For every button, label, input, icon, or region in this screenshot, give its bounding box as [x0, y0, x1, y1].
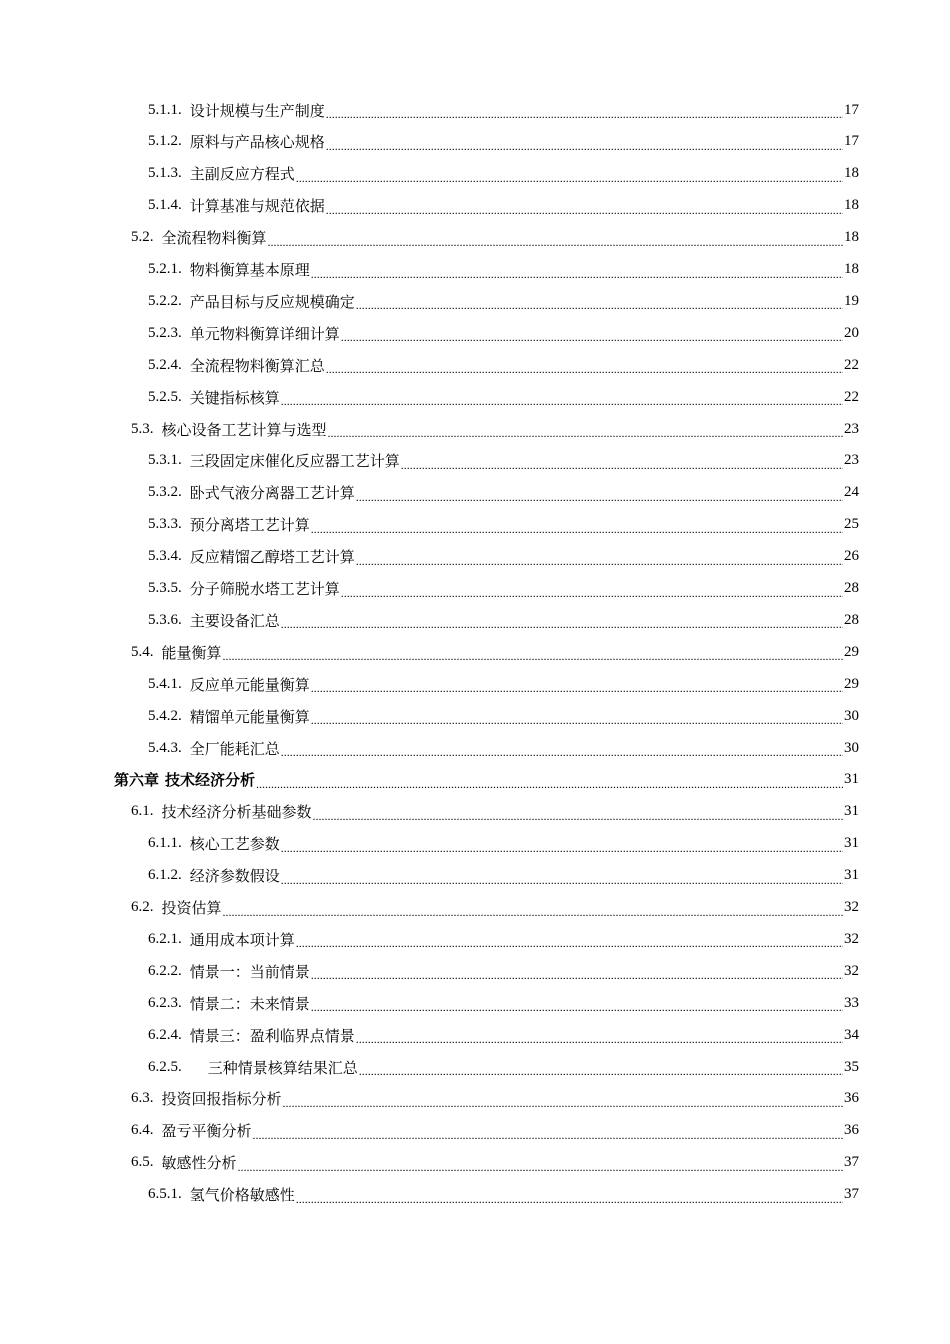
toc-dot-leader: [326, 136, 843, 152]
toc-entry-title: 原料与产品核心规格: [189, 133, 325, 152]
toc-entry[interactable]: [0, 1051, 950, 1083]
toc-entry[interactable]: [0, 1083, 950, 1115]
toc-entry-number: 6.1.1.: [148, 835, 182, 852]
toc-entry-number: 6.5.1.: [148, 1186, 182, 1203]
toc-entry[interactable]: [0, 828, 950, 860]
toc-entry[interactable]: [0, 700, 950, 732]
toc-entry[interactable]: [0, 381, 950, 413]
toc-entry-title: 投资估算: [161, 899, 222, 917]
toc-entry-page-number: 18: [844, 197, 859, 214]
toc-entry-title: 氢气价格敏感性: [189, 1186, 295, 1205]
toc-entry-page-number: 23: [844, 420, 859, 437]
toc-entry-number: 6.2.: [131, 899, 154, 915]
toc-dot-leader: [311, 264, 843, 280]
toc-entry-title: 经济参数假设: [189, 867, 280, 886]
toc-entry-title: 三段固定床催化反应器工艺计算: [189, 452, 400, 471]
toc-entry-title: 物料衡算基本原理: [189, 261, 310, 279]
toc-entry-number: 5.1.2.: [148, 133, 182, 150]
toc-entry-page-number: 18: [844, 229, 859, 246]
toc-dot-leader: [268, 232, 843, 248]
toc-entry-page-number: 29: [844, 643, 859, 660]
toc-dot-leader: [311, 997, 843, 1013]
toc-entry-number: 5.2.2.: [148, 292, 182, 309]
toc-entry-title: 全流程物料衡算汇总: [189, 356, 325, 375]
toc-dot-leader: [311, 519, 843, 535]
toc-dot-leader: [356, 1029, 843, 1045]
toc-entry-title: 全流程物料衡算: [161, 229, 267, 248]
toc-entry[interactable]: [0, 190, 950, 222]
toc-entry-page-number: 24: [844, 484, 859, 501]
toc-entry-page-number: 20: [844, 324, 859, 341]
toc-entry-page-number: 22: [844, 356, 859, 373]
toc-entry[interactable]: [0, 254, 950, 286]
toc-dot-leader: [341, 583, 843, 599]
toc-entry-page-number: 31: [844, 771, 859, 788]
toc-dot-leader: [256, 774, 843, 790]
toc-entry-title: 反应精馏乙醇塔工艺计算: [189, 548, 355, 567]
toc-entry-title: 计算基准与规范依据: [189, 197, 325, 216]
toc-entry-page-number: 37: [844, 1154, 859, 1171]
toc-entry[interactable]: [0, 541, 950, 573]
toc-dot-leader: [281, 838, 843, 854]
toc-entry[interactable]: [0, 764, 950, 796]
toc-dot-leader: [283, 1093, 843, 1109]
toc-entry-number: 5.4.3.: [148, 739, 182, 756]
toc-entry-number: 6.2.3.: [148, 994, 182, 1011]
toc-entry[interactable]: [0, 317, 950, 349]
toc-entry-number: 6.2.2.: [148, 962, 182, 979]
toc-entry[interactable]: [0, 94, 950, 126]
toc-entry-page-number: 30: [844, 739, 859, 756]
toc-entry[interactable]: [0, 1147, 950, 1179]
toc-entry-number: 6.4.: [131, 1122, 154, 1139]
toc-entry-page-number: 23: [844, 452, 859, 469]
toc-entry-title: 能量衡算: [161, 643, 222, 662]
toc-entry[interactable]: [0, 1019, 950, 1051]
toc-entry-title: 盈亏平衡分析: [161, 1122, 252, 1141]
toc-entry-title: 产品目标与反应规模确定: [189, 292, 355, 311]
toc-dot-leader: [356, 551, 843, 567]
toc-entry-page-number: 31: [844, 835, 859, 852]
toc-entry-page-number: 36: [844, 1090, 859, 1107]
toc-entry-title: 预分离塔工艺计算: [189, 516, 310, 535]
toc-entry-title: 技术经济分析: [165, 771, 256, 790]
toc-entry-title: 情景一：当前情景: [189, 962, 310, 981]
toc-entry-page-number: 32: [844, 899, 859, 915]
toc-entry[interactable]: [0, 892, 950, 924]
toc-dot-leader: [296, 168, 843, 184]
toc-entry-number: 5.1.3.: [148, 165, 182, 182]
toc-entry-number: 6.3.: [131, 1090, 154, 1107]
toc-entry-number: 5.2.4.: [148, 356, 182, 373]
toc-entry[interactable]: [0, 860, 950, 892]
toc-dot-leader: [326, 200, 843, 216]
toc-entry-title: 核心设备工艺计算与选型: [161, 420, 327, 439]
toc-entry-number: 5.4.2.: [148, 707, 182, 724]
toc-entry-page-number: 29: [844, 675, 859, 692]
toc-entry[interactable]: [0, 126, 950, 158]
toc-entry-number: 6.2.5.: [148, 1058, 182, 1075]
toc-entry-title: 技术经济分析基础参数: [161, 803, 312, 822]
toc-entry[interactable]: [0, 509, 950, 541]
toc-entry[interactable]: [0, 285, 950, 317]
toc-entry-number: 5.3.2.: [148, 484, 182, 501]
toc-entry-title: 情景二：未来情景: [189, 994, 310, 1013]
toc-dot-leader: [313, 806, 843, 822]
toc-entry-number: 5.3.1.: [148, 452, 182, 469]
toc-entry-page-number: 32: [844, 962, 859, 979]
toc-entry-number: 5.3.5.: [148, 580, 182, 596]
toc-dot-leader: [326, 104, 843, 120]
toc-entry[interactable]: [0, 1115, 950, 1147]
toc-dot-leader: [281, 742, 843, 758]
toc-dot-leader: [223, 646, 843, 662]
toc-entry-page-number: 37: [844, 1186, 859, 1203]
toc-entry-page-number: 19: [844, 292, 859, 309]
toc-entry-number: 5.4.: [131, 643, 154, 660]
toc-entry[interactable]: [0, 573, 950, 605]
toc-dot-leader: [328, 423, 843, 439]
toc-dot-leader: [311, 965, 843, 981]
toc-entry[interactable]: [0, 732, 950, 764]
toc-entry-number: 5.3.3.: [148, 516, 182, 533]
toc-dot-leader: [356, 295, 843, 311]
toc-entry-page-number: 26: [844, 548, 859, 565]
toc-entry-number: 6.2.4.: [148, 1026, 182, 1043]
toc-entry[interactable]: [0, 604, 950, 636]
toc-entry[interactable]: [0, 158, 950, 190]
toc-entry-title: 情景三：盈利临界点情景: [189, 1026, 355, 1045]
toc-dot-leader: [359, 1061, 843, 1077]
toc-entry[interactable]: [0, 923, 950, 955]
toc-entry-number: 6.1.: [131, 803, 154, 820]
toc-dot-leader: [296, 933, 843, 949]
toc-entry-title: 通用成本项计算: [189, 930, 295, 949]
toc-entry-number: 5.2.3.: [148, 324, 182, 341]
toc-dot-leader: [401, 455, 843, 471]
toc-entry-title: 核心工艺参数: [189, 835, 280, 854]
toc-entry-number: 5.1.1.: [148, 101, 182, 118]
toc-entry-page-number: 22: [844, 388, 859, 405]
toc-dot-leader: [253, 1125, 843, 1141]
toc-entry-page-number: 18: [844, 165, 859, 182]
toc-entry[interactable]: [0, 413, 950, 445]
toc-dot-leader: [341, 327, 843, 343]
toc-entry-page-number: 18: [844, 261, 859, 277]
toc-entry[interactable]: [0, 955, 950, 987]
toc-entry-title: 设计规模与生产制度: [189, 101, 325, 120]
toc-entry-title: 分子筛脱水塔工艺计算: [189, 580, 340, 598]
toc-entry-title: 主副反应方程式: [189, 165, 295, 184]
toc-entry-number: 5.4.1.: [148, 675, 182, 692]
toc-dot-leader: [281, 870, 843, 886]
toc-entry-title: 单元物料衡算详细计算: [189, 324, 340, 343]
toc-entry-page-number: 31: [844, 803, 859, 820]
toc-entry-page-number: 17: [844, 101, 859, 118]
toc-dot-leader: [281, 391, 843, 407]
toc-entry[interactable]: [0, 349, 950, 381]
toc-entry[interactable]: [0, 222, 950, 254]
toc-entry-page-number: 32: [844, 930, 859, 947]
toc-entry-number: 5.3.: [131, 420, 154, 437]
toc-entry-number: 5.3.4.: [148, 548, 182, 565]
toc-entry[interactable]: [0, 636, 950, 668]
toc-entry-page-number: 31: [844, 867, 859, 884]
toc-entry-number: 5.2.1.: [148, 261, 182, 277]
toc-entry-title: 关键指标核算: [189, 388, 280, 407]
toc-dot-leader: [356, 487, 843, 503]
toc-dot-leader: [326, 359, 843, 375]
toc-entry-title: 三种情景核算结果汇总: [207, 1058, 358, 1077]
toc-dot-leader: [281, 614, 843, 630]
toc-entry[interactable]: [0, 445, 950, 477]
toc-entry-title: 卧式气液分离器工艺计算: [189, 484, 355, 503]
toc-entry-number: 6.2.1.: [148, 930, 182, 947]
toc-entry-number: 5.3.6.: [148, 611, 182, 628]
toc-entry-title: 全厂能耗汇总: [189, 739, 280, 758]
toc-entry-page-number: 17: [844, 133, 859, 150]
toc-entry-title: 反应单元能量衡算: [189, 675, 310, 694]
toc-entry[interactable]: [0, 1179, 950, 1211]
toc-entry-page-number: 35: [844, 1058, 859, 1075]
toc-entry-title: 精馏单元能量衡算: [189, 707, 310, 726]
toc-dot-leader: [296, 1189, 843, 1205]
toc-entry-number: 第六章: [114, 771, 160, 790]
toc-entry-page-number: 33: [844, 994, 859, 1011]
toc-entry-number: 5.2.: [131, 229, 154, 246]
toc-entry[interactable]: [0, 987, 950, 1019]
toc-entry[interactable]: [0, 668, 950, 700]
toc-entry-page-number: 28: [844, 611, 859, 628]
toc-entry-page-number: 36: [844, 1122, 859, 1139]
toc-dot-leader: [238, 1157, 843, 1173]
toc-entry-page-number: 28: [844, 580, 859, 596]
toc-entry-page-number: 25: [844, 516, 859, 533]
toc-entry-title: 主要设备汇总: [189, 611, 280, 630]
toc-dot-leader: [223, 902, 843, 918]
toc-entry[interactable]: [0, 477, 950, 509]
toc-entry-page-number: 34: [844, 1026, 859, 1043]
toc-entry-title: 投资回报指标分析: [161, 1090, 282, 1109]
toc-entry-number: 6.1.2.: [148, 867, 182, 884]
toc-entry-page-number: 30: [844, 707, 859, 724]
toc-entry-title: 敏感性分析: [161, 1154, 237, 1173]
toc-entry[interactable]: [0, 796, 950, 828]
toc-entry-number: 5.1.4.: [148, 197, 182, 214]
toc-dot-leader: [311, 678, 843, 694]
toc-dot-leader: [311, 710, 843, 726]
toc-entry-number: 5.2.5.: [148, 388, 182, 405]
toc-entry-number: 6.5.: [131, 1154, 154, 1171]
